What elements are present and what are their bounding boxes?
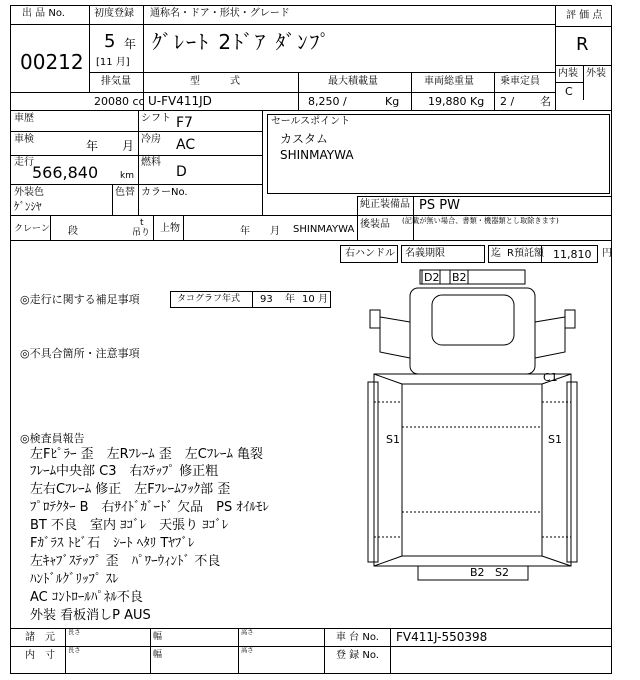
lot-number: 00212	[20, 50, 84, 74]
steering-value: 右ハンドル	[345, 248, 395, 259]
cab-shape	[410, 288, 535, 374]
spec-height-label: 高さ	[241, 629, 254, 637]
chassis-number: FV411J-550398	[396, 630, 488, 644]
name-label: 通称名・ドア・形状・グレード	[150, 8, 290, 19]
tacho-month: 10	[302, 294, 315, 305]
genuine-label: 純正装備品	[360, 199, 410, 210]
aftermarket-note: (記載が無い場合、書類・機器類とし取除きます)	[402, 217, 559, 226]
damage-mark: C1	[543, 371, 558, 384]
mileage-label: 走行	[14, 157, 34, 168]
left-rail-shape	[368, 382, 378, 562]
damage-mark: B2	[470, 566, 485, 579]
shift-label: シフト	[141, 113, 171, 124]
dims-height-label: 高さ	[241, 647, 254, 655]
recycle-unit: 円	[602, 248, 612, 259]
report-line: ﾊﾝﾄﾞﾙｸﾞﾘｯﾌﾟ ｽﾚ	[30, 572, 119, 587]
crane-hoist: 吊り	[132, 228, 151, 238]
chassis-label: 車 台 No.	[336, 632, 379, 643]
fuel-value: D	[176, 164, 187, 180]
damage-mark: S2	[495, 566, 509, 579]
upper-label: 上物	[160, 223, 180, 234]
interior-score: C	[565, 85, 573, 98]
max-load-unit: Kg	[385, 95, 400, 108]
damage-mark: S1	[548, 433, 562, 446]
right-mirror-shape	[565, 310, 575, 328]
recycle-label: R預託額	[507, 248, 544, 259]
report-line: 左ｷｬﾌﾞｽﾃｯﾌﾟ 歪 ﾊﾟﾜｰｳｨﾝﾄﾞ 不良	[30, 554, 221, 569]
report-line: ﾌﾚｰﾑ中央部 C3 右ｽﾃｯﾌﾟ 修正粗	[30, 464, 219, 479]
bed-floor-shape	[402, 384, 542, 556]
crane-stage: 段	[68, 226, 78, 237]
color-code-label: カラーNo.	[141, 187, 188, 198]
year-unit: 年	[124, 37, 137, 51]
dump-bed-shape	[374, 374, 571, 566]
mileage-value: 566,840	[32, 163, 99, 182]
lot-label: 出 品 No.	[22, 8, 65, 19]
inspection-value: 年 月	[86, 139, 135, 153]
capacity-unit: 名	[540, 95, 551, 108]
report-line: 外装 看板消しP AUS	[30, 608, 151, 623]
reg-label: 登 録 No.	[336, 650, 379, 661]
reg-reason: 迄	[491, 248, 501, 259]
recycle-value: 11,810	[553, 248, 592, 261]
sales-point-line-1: カスタム	[280, 132, 329, 146]
cab-roof-shape	[432, 295, 514, 345]
right-door-shape	[535, 317, 565, 358]
spec-length-label: 長さ	[68, 629, 81, 637]
spec-label: 諸 元	[25, 632, 55, 643]
sales-point-label: セールスポイント	[271, 116, 351, 127]
report-line: BT 不良 室内 ﾖｺﾞﾚ 天張り ﾖｺﾞﾚ	[30, 518, 229, 533]
model-label: 型 式	[190, 76, 240, 87]
capacity-value: 2 /	[500, 95, 515, 108]
color-no-label: 色替	[115, 187, 135, 198]
model-value: U-FV411JD	[148, 94, 212, 108]
report-line: AC ｺﾝﾄﾛｰﾙﾊﾟﾈﾙ不良	[30, 590, 143, 605]
exterior-color-label: 外装色	[14, 187, 44, 198]
upper-year: 年 月	[240, 226, 280, 237]
rating-value: R	[576, 34, 589, 55]
right-rail-shape	[567, 382, 577, 562]
first-reg-year: 5	[104, 31, 116, 52]
supplement-label: ◎走行に関する補足事項	[20, 293, 140, 306]
crane-t: t	[140, 218, 144, 228]
capacity-label: 乗車定員	[500, 76, 540, 87]
report-line: Fｶﾞﾗｽ ﾄﾋﾞ石 ｼｰﾄ ﾍﾀﾘ Tﾔﾌﾞﾚ	[30, 536, 195, 551]
left-door-shape	[380, 317, 410, 358]
dims-width-label: 幅	[153, 650, 163, 660]
inspector-label: ◎検査員報告	[20, 432, 85, 445]
displacement-value: 20080 cc	[94, 95, 145, 108]
left-mirror-shape	[370, 310, 380, 328]
max-load-value: 8,250 /	[308, 95, 347, 108]
max-load-label: 最大積載量	[328, 76, 378, 87]
aftermarket-label: 後装品	[360, 219, 390, 230]
first-reg-month: [11 月]	[96, 57, 130, 68]
genuine-value: PS PW	[419, 198, 460, 213]
car-name: ｸﾞﾚｰﾄ 2ﾄﾞｱ ﾀﾞﾝﾌﾟ	[152, 30, 332, 54]
tacho-year-unit: 年	[285, 294, 295, 305]
gross-weight-value: 19,880 Kg	[428, 95, 485, 108]
ac-value: AC	[176, 137, 196, 153]
dims-label: 内 寸	[25, 650, 55, 661]
fuel-label: 燃料	[141, 157, 161, 168]
sales-point-line-2: SHINMAYWA	[280, 148, 354, 162]
spec-width-label: 幅	[153, 632, 163, 642]
ac-label: 冷房	[141, 134, 161, 145]
tacho-month-unit: 月	[318, 294, 328, 305]
first-reg-label: 初度登録	[94, 8, 134, 19]
rating-label: 評 価 点	[566, 10, 603, 21]
exterior-color-value: ｹﾞﾝｼﾔ	[14, 200, 42, 213]
damage-mark: S1	[386, 433, 400, 446]
tacho-year: 93	[260, 294, 273, 305]
shift-value: F7	[176, 115, 193, 131]
gross-weight-label: 車両総重量	[424, 76, 474, 87]
defects-label: ◎不具合箇所・注意事項	[20, 347, 140, 360]
report-line: 左Fﾋﾟﾗｰ 歪 左Rﾌﾚｰﾑ 歪 左Cﾌﾚｰﾑ 亀裂	[30, 447, 263, 462]
displacement-label: 排気量	[101, 76, 131, 87]
report-line: ﾌﾟﾛﾃｸﾀｰ B 右ｻｲﾄﾞｶﾞｰﾄﾞ 欠品 PS ｵｲﾙﾓﾚ	[30, 500, 269, 515]
exterior-label: 外装	[586, 68, 606, 79]
truck-damage-diagram	[340, 262, 612, 584]
crane-label: クレーン	[14, 224, 50, 234]
name-change-label: 名義期限	[405, 248, 445, 259]
report-line: 左右Cﾌﾚｰﾑ 修正 左Fﾌﾚｰﾑﾌｯｸ部 歪	[30, 482, 231, 497]
mileage-unit: km	[120, 171, 134, 181]
damage-mark: B2	[452, 271, 467, 284]
history-label: 車歴	[14, 113, 34, 124]
inspection-label: 車検	[14, 134, 34, 145]
interior-label: 内装	[558, 68, 578, 79]
tacho-label: タコグラフ年式	[177, 294, 241, 304]
dims-length-label: 長さ	[68, 647, 81, 655]
damage-mark: D2	[424, 271, 440, 284]
upper-maker: SHINMAYWA	[293, 224, 355, 235]
